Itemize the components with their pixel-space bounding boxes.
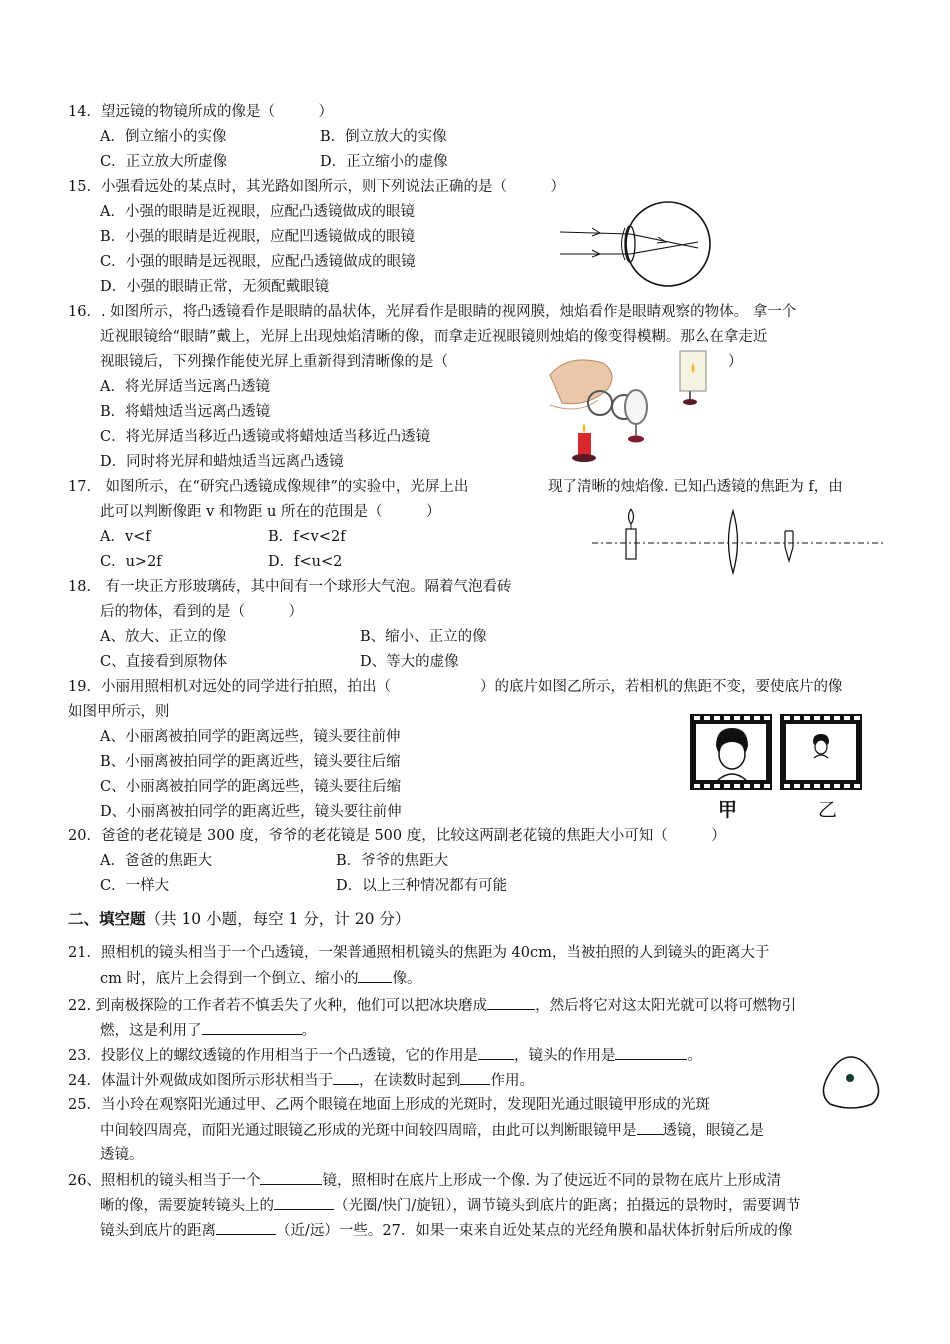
q22-line2 (100, 1020, 316, 1041)
q20-option-c: C．一样大 (100, 878, 170, 894)
q15-option-d: D．小强的眼睛正常，无须配戴眼镜 (100, 279, 330, 295)
section2-note: （共 10 小题，每空 1 分，计 20 分） (145, 910, 411, 928)
q16-line3: 视眼镜后，下列操作能使光屏上重新得到清晰像的是（ (100, 354, 448, 370)
lens-experiment-photo (548, 345, 726, 467)
q21-blank[interactable] (358, 968, 392, 983)
q26-line2 (100, 1195, 801, 1216)
q19-option-c: C、小丽离被拍同学的距离远些，镜头要往后缩 (100, 779, 402, 795)
q17-line1a: 17． 如图所示，在“研究凸透镜成像规律”的实验中，光屏上出 (68, 479, 469, 495)
q22-line1a: 22. 到南极探险的工作者若不慎丢失了火种，他们可以把冰块磨成 (68, 998, 488, 1014)
q22-line2a: 燃，这是利用了 (100, 1023, 202, 1039)
q21-line2 (100, 968, 421, 989)
q18-option-b: B、缩小、正立的像 (360, 629, 487, 645)
q17-line1b: 现了清晰的烛焰像. 已知凸透镜的焦距为 f，由 (548, 479, 843, 495)
q18-option-a: A、放大、正立的像 (100, 629, 227, 645)
q18-line1: 18． 有一块正方形玻璃砖，其中间有一个球形大气泡。隔着气泡看砖 (68, 579, 512, 595)
q26-line3a: 镜头到底片的距离 (100, 1223, 216, 1239)
q26-line1 (68, 1170, 781, 1191)
eye-diagram-figure (558, 198, 718, 288)
q25-line1: 25．当小玲在观察阳光通过甲、乙两个眼镜在地面上形成的光斑时，发现阳光通过眼镜甲形成的光斑 (68, 1097, 710, 1113)
q18-option-d: D、等大的虚像 (360, 654, 459, 670)
q24-text-c: 作用。 (490, 1073, 534, 1089)
q25-line3: 透镜。 (100, 1147, 144, 1163)
q25-blank1[interactable] (637, 1120, 663, 1135)
thermometer-cross-section-figure (818, 1054, 884, 1110)
q25-line2a: 中间较四周亮，而阳光通过眼镜乙形成的光斑中间较四周暗，由此可以判断眼镜甲是 (100, 1123, 637, 1139)
section2-title: 二、填空题 (68, 909, 146, 928)
q14-option-d: D．正立缩小的虚像 (320, 154, 448, 170)
q22-blank2[interactable] (202, 1020, 302, 1035)
fig-label-yi: 乙 (818, 799, 838, 821)
q15-option-b: B．小强的眼睛是近视眼，应配凹透镜做成的眼镜 (100, 229, 416, 245)
q17-option-a: A．v<f (100, 529, 151, 545)
q20-option-b: B．爷爷的焦距大 (336, 853, 449, 869)
q24-text-a: 24．体温计外观做成如图所示形状相当于 (68, 1073, 333, 1089)
q15-option-a: A．小强的眼睛是近视眼，应配凸透镜做成的眼镜 (100, 204, 415, 220)
q22-line1b: ，然后将它对这太阳光就可以将可燃物引 (535, 998, 797, 1014)
q21-line2b: 像。 (392, 971, 422, 987)
q15-stem: 15．小强看远处的某点时，其光路如图所示，则下列说法正确的是（ ） (68, 179, 565, 195)
q16-option-a: A．将光屏适当远离凸透镜 (100, 379, 270, 395)
q17-option-d: D．f<u<2 (268, 554, 343, 570)
section2-heading (68, 909, 410, 929)
q22-line1 (68, 995, 796, 1016)
q26-line1b: 镜，照相时在底片上形成一个像. 为了使远近不同的景物在底片上形成清 (322, 1173, 782, 1189)
q16-line2: 近视眼镜给“眼睛”戴上，光屏上出现烛焰清晰的像，而拿走近视眼镜则烛焰的像变得模糊。那么在拿走近 (100, 329, 768, 345)
q15-option-c: C．小强的眼睛是远视眼，应配凸透镜做成的眼镜 (100, 254, 416, 270)
q26-blank1[interactable] (260, 1170, 322, 1185)
q21-line2a: cm 时，底片上会得到一个倒立、缩小的 (100, 971, 359, 987)
q26-line3 (100, 1220, 792, 1241)
q19-line1b: ）的底片如图乙所示，若相机的焦距不变，要使底片的像 (480, 679, 843, 695)
q23-blank2[interactable] (615, 1045, 687, 1060)
q17-line2: 此可以判断像距 v 和物距 u 所在的范围是（ ） (100, 504, 441, 520)
q23-text-a: 23．投影仪上的螺纹透镜的作用相当于一个凸透镜，它的作用是 (68, 1048, 478, 1064)
q16-line3-end: ） (728, 354, 743, 370)
q24-blank1[interactable] (333, 1070, 359, 1085)
q20-option-d: D．以上三种情况都有可能 (336, 878, 508, 894)
q14-option-c: C．正立放大所虚像 (100, 154, 228, 170)
q23-text-b: ，镜头的作用是 (513, 1048, 616, 1064)
q24-blank2[interactable] (460, 1070, 490, 1085)
q26-line2a: 晰的像，需要旋转镜头上的 (100, 1198, 274, 1214)
q16-line1: 16．. 如图所示，将凸透镜看作是眼睛的晶状体，光屏看作是眼睛的视网膜，烛焰看作是眼睛观察的物体。 拿一个 (68, 304, 797, 320)
q19-line2: 如图甲所示，则 (68, 704, 170, 720)
q18-option-c: C、直接看到原物体 (100, 654, 228, 670)
q22-line2b: 。 (301, 1023, 316, 1039)
q24-text-b: ，在读数时起到 (358, 1073, 461, 1089)
fig-label-jia: 甲 (718, 799, 738, 821)
q23-text-c: 。 (687, 1048, 702, 1064)
q14-option-b: B．倒立放大的实像 (320, 129, 447, 145)
q24-line (68, 1070, 534, 1091)
q19-option-d: D、小丽离被拍同学的距离近些，镜头要往前伸 (100, 804, 402, 820)
q26-line3b: （近/远）一些。27．如果一束来自近处某点的光经角膜和晶状体折射后所成的像 (276, 1223, 793, 1239)
q16-option-b: B．将蜡烛适当远离凸透镜 (100, 404, 271, 420)
q19-line1a: 19．小丽用照相机对远处的同学进行拍照，拍出（ (68, 679, 391, 695)
q26-line2b: （光圈/快门/旋钮），调节镜头到底片的距离；拍摄远的景物时，需要调节 (334, 1198, 801, 1214)
film-negatives-figure (688, 712, 864, 794)
q23-blank1[interactable] (478, 1045, 514, 1060)
q19-option-a: A、小丽离被拍同学的距离远些，镜头要往前伸 (100, 729, 401, 745)
q20-stem: 20．爸爸的老花镜是 300 度，爷爷的老花镜是 500 度，比较这两副老花镜的焦距大小可知（ ） (68, 828, 726, 844)
q14-stem: 14．望远镜的物镜所成的像是（ ） (68, 104, 333, 120)
q25-line2 (100, 1120, 764, 1141)
q23-line (68, 1045, 702, 1066)
q25-line2b: 透镜，眼镜乙是 (662, 1123, 764, 1139)
q26-line1a: 26、照相机的镜头相当于一个 (68, 1173, 261, 1189)
q17-option-c: C．u>2f (100, 554, 162, 570)
q17-option-b: B．f<v<2f (268, 529, 346, 545)
q16-option-d: D．同时将光屏和蜡烛适当远离凸透镜 (100, 454, 344, 470)
q26-blank3[interactable] (216, 1220, 276, 1235)
q16-option-c: C．将光屏适当移近凸透镜或将蜡烛适当移近凸透镜 (100, 429, 431, 445)
q22-blank1[interactable] (487, 995, 535, 1010)
q14-option-a: A．倒立缩小的实像 (100, 129, 227, 145)
q26-blank2[interactable] (274, 1195, 334, 1210)
q20-option-a: A．爸爸的焦距大 (100, 853, 212, 869)
optical-bench-figure (590, 505, 886, 577)
q21-line1: 21．照相机的镜头相当于一个凸透镜，一架普通照相机镜头的焦距为 40cm，当被拍照的人到镜头的距离大于 (68, 945, 770, 961)
q19-option-b: B、小丽离被拍同学的距离近些，镜头要往后缩 (100, 754, 401, 770)
q18-line2: 后的物体，看到的是（ ） (100, 604, 303, 620)
